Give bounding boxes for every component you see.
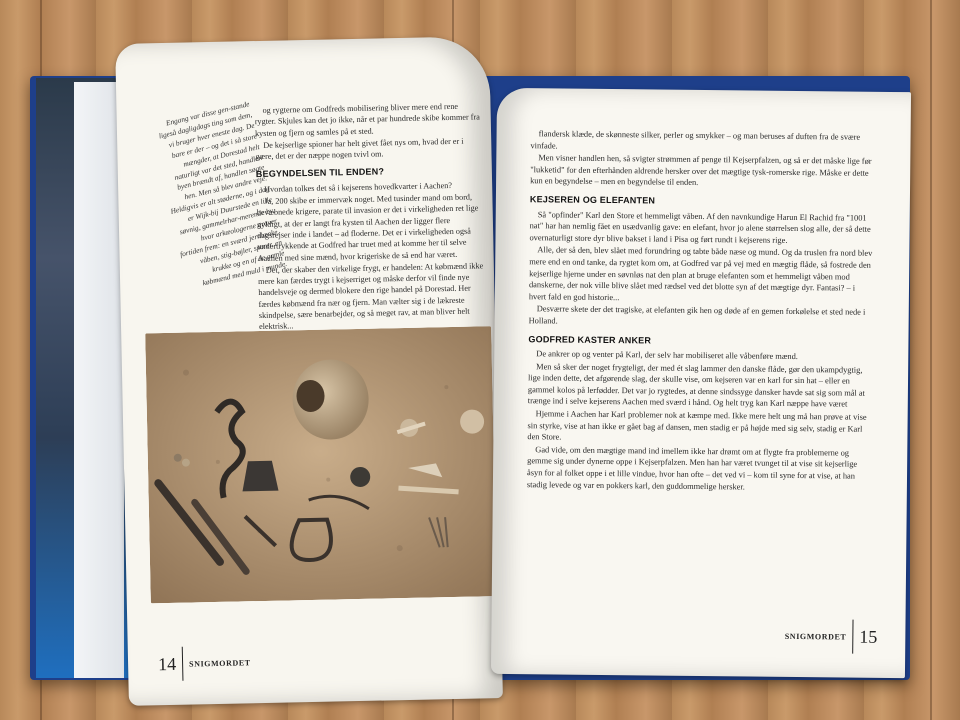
paragraph: og rygterne om Godfreds mobilisering bliver mere end rene rygter. Skjules kan det jo ikke, når et par hundrede skibe kommer fra kysten og fjern og samles på et sted.	[254, 101, 480, 138]
paragraph: Hjemme i Aachen har Karl problemer nok at kæmpe med. Ikke mere helt ung må han prøve at vise sin styrke, vise at han ikke er gået bag af dansen, men stadig er på højde med sig selv, stadig er Karl den Store.	[527, 409, 867, 442]
folded-page-edge	[74, 82, 124, 678]
sidebar-caption: Engang var disse gen-stande ligeså dagligdags ting som dem, vi bruger hver eneste dag. De bare er der – og det i så store mængder, at Dorestad helt naturligt var det sted, handlen byen brændt af, handlen søgte hen. Men så blev andre veje. Heldigvis er alt støderne, og i dag er Wijk-bij Duurstede en lille søvnig, gammelrhar-merende by, hvor arkæologerne graver fortiden frem: en sværd jernlænke, våben, stig-bøjler, sporer, en krukke og en af de gamle købmænd med muld i munde.	[157, 99, 288, 287]
paragraph: flandersk klæde, de skønneste silker, perler og smykker – og man beruses af duften fra de svære vinfade.	[530, 129, 861, 151]
paragraph: De kejserlige spioner har helt givet fået nys om, hvad der er i gære, det er der næppe nogen tvivl om.	[255, 136, 464, 162]
running-title: SNIGMORDET	[189, 657, 251, 669]
paragraph: Alle, der så den, blev slået med forundring og tabte både næse og mund. Og da truslen fra nord blev mere end en ond tanke, da rygtet kom om, at Godfred var på vej med en mægtig flåde, så fostrede den kejserlige hjerne under en søvnløs nat den plan at bruge elefanten som et hemmeligt våben mod danskerne, der nok ville blive slået med rædsel ved det blotte syn af det mægtige dyr. Fantasi? – i hvert fald en god historie...	[528, 245, 873, 302]
paragraph: Det, der skaber den virkelige frygt, er handelen: At købmænd ikke mere kan færdes trygt i kejserriget og måske derfor vil finde nye handelsveje og dermed blokere den rige handel på Dorestad. Her færdes købmænd fra nær og fjern. Man vælter sig i de lækreste skindpelse, sære benarbejder, og så meget rav, at man bliver helt elektrisk...	[258, 261, 484, 332]
section-heading: BEGYNDELSEN TIL ENDEN?	[255, 166, 385, 180]
section-heading: KEJSEREN OG ELEFANTEN	[529, 194, 656, 206]
table-plank-seam	[930, 0, 932, 720]
divider	[852, 620, 853, 654]
paragraph: Gad vide, om den mægtige mand ind imellem ikke har drømt om at flygte fra problemerne og gemme sig under dynerne oppe i Kejserpfalzen. Men han har været tvunget til at vise sit kejserlige åsyn for al folket oppe i et lille vindue, hvor han ofte – det ved vi – kom til syne for at vise, at han stadig levede og var en pokkers karl, den guddommelige hersker.	[526, 445, 858, 492]
left-page	[115, 36, 503, 706]
page-number: 14	[157, 653, 177, 674]
folio	[785, 619, 878, 654]
paragraph: Hvordan tolkes det så i kejserens hovedkvarter i Aachen?	[264, 180, 453, 194]
paragraph: Desværre skete der det tragiske, at elefanten gik hen og døde af en gemen forkølelse et sted nede i Holland.	[528, 304, 866, 326]
section-heading: GODFRED KASTER ANKER	[528, 333, 652, 345]
paragraph: Ja, 200 skibe er immervæk noget. Med tusinder mand om bord, bevæbnede krigere, parate til invasion er det i virkeligheden ret lige gyldigt, at der er langt fra kysten til Aachen der ligger flere dagsrejser inde i landet – ad floderne. Det er i virkeligheden også undertrykkende at Godfred har truet med at komme her til selve Aachen med sine mænd, hvor krigeriske de så end har været.	[256, 192, 479, 263]
right-page	[491, 88, 911, 678]
paragraph: Men så sker der noget frygteligt, der med ét slag lammer den danske flåde, gør den ukampdygtig, lige inden dette, det afgørende slag, der skulle vise, om kejseren var en karl for sin hat – eller en gammel kolos på lerfødder. Det var jo rygtedes, at denne sindssyge dansker havde sat sig som mål at trænge ind i selve kejserens Aachen med sværd i hånd. Og helt tryg kan Karl næppe have været	[527, 361, 865, 410]
running-title: SNIGMORDET	[784, 631, 847, 642]
page-number: 15	[859, 626, 878, 647]
paragraph: Men visner handlen hen, så svigter strømmen af penge til Kejserpfalzen, og så er det måske lige før "lukketid" for den efterhånden aldrende hersker over det mægtige tysk-romerske rige. Måske er dette kun en begyndelse – men en begyndelse til enden.	[530, 153, 872, 188]
artifacts-photo	[145, 326, 497, 603]
paragraph: De ankrer op og venter på Karl, der selv har mobiliseret alle våbenføre mænd.	[536, 349, 798, 362]
divider	[182, 647, 184, 681]
folio	[158, 645, 251, 681]
paragraph: Så "opfinder" Karl den Store et hemmeligt våben. Af den navnkundige Harun El Rachid fra "1001 nat" har han nemlig fået en usædvanlig gave: en elefant, hvor jo alene størrelsen slog alle, der så dette overnaturligt store dyr blive bakset i land i Pisa og ført rundt i kejserens rige.	[529, 209, 871, 245]
right-page-text-column	[527, 128, 875, 495]
left-page-text-column	[254, 100, 485, 333]
